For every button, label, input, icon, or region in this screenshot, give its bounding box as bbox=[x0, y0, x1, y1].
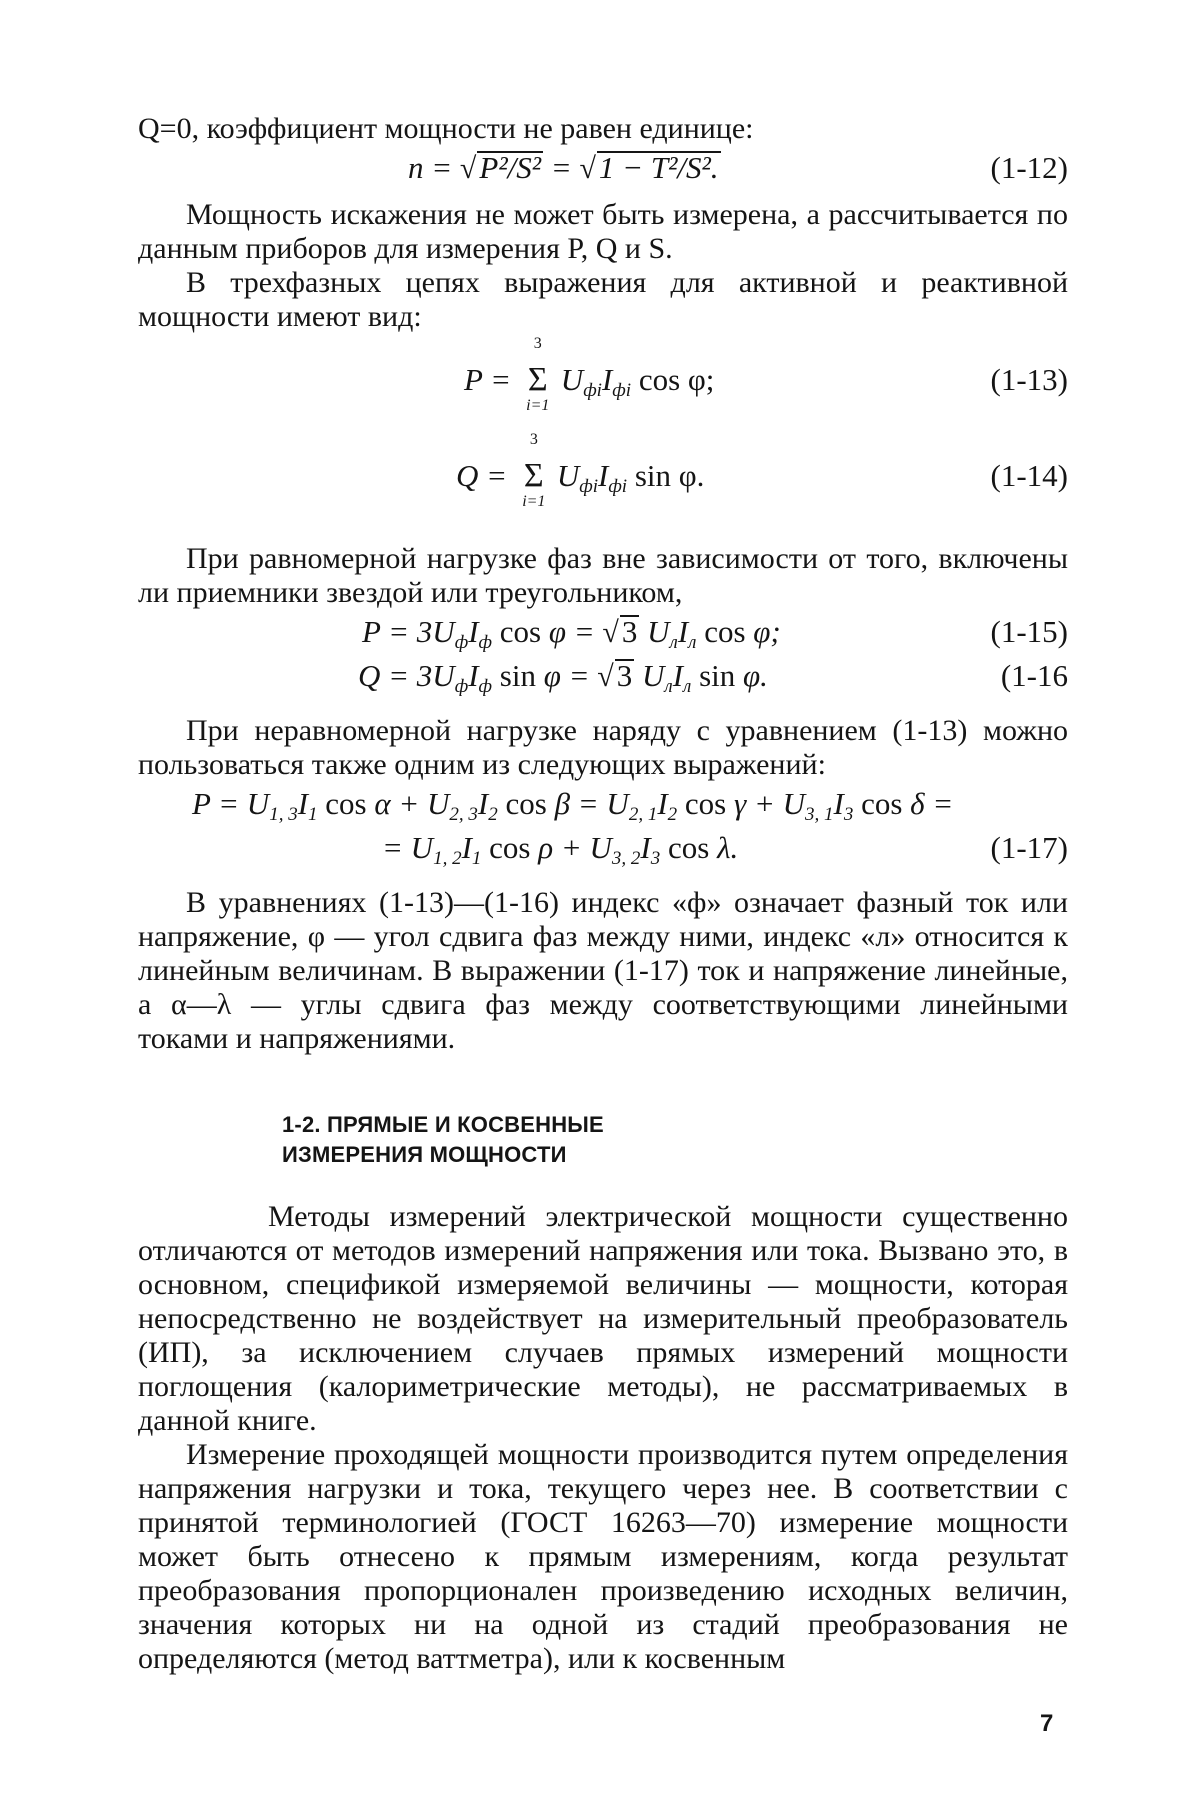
equation-number: (1-14) bbox=[990, 458, 1068, 493]
equation-1-14 bbox=[138, 430, 1068, 526]
equation-1-13-body: P = Σ 3 i=1 $U_{фi}I_{фi}$ cos φ; bbox=[464, 335, 715, 414]
equation-1-15 bbox=[138, 610, 1068, 654]
paragraph-passing-power: Измерение проходящей мощности производится путем определения напряжения нагрузки и тока, текущего через нее. В соответствии с принятой терминологией (ГОСТ 16263—70) измерение мощности может быть отнесено к прямым измерениям, когда результат преобразования пропорционален произведению исходных величин, значения которых ни на одной из стадий преобразования не определяются (метод ваттметра), или к косвенным bbox=[138, 1438, 1068, 1675]
sum-lower-limit: i=1 bbox=[522, 493, 546, 510]
equation-number: (1-17) bbox=[990, 830, 1068, 865]
equation-number: (1-12) bbox=[990, 150, 1068, 185]
equation-1-14-body: Q = Σ 3 i=1 $U_{фi}I_{фi}$ sin φ. bbox=[456, 431, 705, 510]
intro-line: Q=0, коэффициент мощности не равен единице: bbox=[138, 112, 754, 145]
section-heading-line2: ИЗМЕРЕНИЯ МОЩНОСТИ bbox=[282, 1142, 567, 1167]
eq14-lhs: Q = bbox=[456, 458, 508, 493]
page-body bbox=[138, 112, 1068, 1676]
equation-number: (1-13) bbox=[990, 362, 1068, 397]
radical-icon: √ bbox=[579, 152, 596, 185]
equation-1-13 bbox=[138, 334, 1068, 430]
radical-icon: √ bbox=[459, 152, 477, 185]
page-number: 7 bbox=[1040, 1710, 1054, 1737]
sigma-icon: Σ 3 i=1 bbox=[523, 358, 553, 402]
eq12-rhs: 1 − T²/S². bbox=[598, 150, 719, 185]
eq12-mid: P²/S² bbox=[479, 150, 542, 185]
sigma-icon: Σ 3 i=1 bbox=[519, 454, 549, 498]
equation-1-16-body: $Q = 3U_фI_ф$ sin φ = √3 $U_лI_л$ sin φ. bbox=[358, 658, 768, 697]
section-heading bbox=[282, 1110, 1068, 1170]
eq13-lhs: P = bbox=[464, 362, 512, 397]
section-heading-line1: 1-2. ПРЯМЫЕ И КОСВЕННЫЕ bbox=[282, 1112, 604, 1137]
equation-1-16 bbox=[138, 654, 1068, 698]
equation-1-12-body: n = √P²/S² = √1 − T²/S². bbox=[408, 150, 719, 185]
radical-icon: √ bbox=[602, 616, 619, 649]
paragraph-nonuniform: При неравномерной нагрузке наряду с уравнением (1-13) можно пользоваться также одним из следующих выражений: bbox=[138, 714, 1068, 781]
paragraph-uniform: При равномерной нагрузке фаз вне зависимости от того, включены ли приемники звездой или треугольником, bbox=[138, 542, 1068, 609]
eq12-lhs: n bbox=[408, 150, 424, 185]
paragraph-threephase: В трехфазных цепях выражения для активной и реактивной мощности имеют вид: bbox=[138, 266, 1068, 333]
equation-1-12 bbox=[138, 146, 1068, 190]
eq14-body: sin φ. bbox=[634, 458, 705, 493]
equation-number: (1-16 bbox=[1000, 658, 1068, 693]
eq13-body: cos φ; bbox=[638, 362, 715, 397]
sum-upper-limit: 3 bbox=[533, 335, 542, 352]
paragraph-methods: Методы измерений электрической мощности существенно отличаются от методов измерений напряжения или тока. Вызвано это, в основном, спецификой измеряемой величины — мощности, которая непосредственно не воздействует на измерительный преобразователь (ИП), за исключением случаев прямых измерений мощности поглощения (калориметрические методы), не рассматриваемых в данной книге. bbox=[138, 1200, 1068, 1437]
sum-lower-limit: i=1 bbox=[526, 397, 550, 414]
equation-1-17-line2 bbox=[138, 826, 1068, 870]
equation-1-15-body: $P = 3U_фI_ф$ cos φ = √3 $U_лI_л$ cos φ; bbox=[362, 614, 781, 653]
equation-number: (1-15) bbox=[990, 614, 1068, 649]
paragraph-indices: В уравнениях (1-13)—(1-16) индекс «ф» означает фазный ток или напряжение, φ — угол сдвига фаз между ними, индекс «л» относится к линейным величинам. В выражении (1-17) ток и напряжение линейные, а α—λ — углы сдвига фаз между соответствующими линейными токами и напряжениями. bbox=[138, 886, 1068, 1055]
paragraph-distortion: Мощность искажения не может быть измерена, а рассчитывается по данным приборов для измерения P, Q и S. bbox=[138, 198, 1068, 265]
equation-1-17-body-line1: $P = U_{1, 3}I_1$ $\cos \alpha + U_{2, 3}I_2$ $\cos \beta = U_{2, 1}I_2$ $\cos \gamma + U_{3, 1}I_3$ cos δ = bbox=[192, 786, 954, 825]
sum-upper-limit: 3 bbox=[529, 431, 538, 448]
equation-1-17-body-line2: = $U_{1, 2}I_1$ $\cos \rho + U_{3, 2}I_3$ cos λ. bbox=[382, 830, 739, 869]
equation-1-17-line1 bbox=[138, 782, 1068, 826]
radical-icon: √ bbox=[597, 660, 614, 693]
